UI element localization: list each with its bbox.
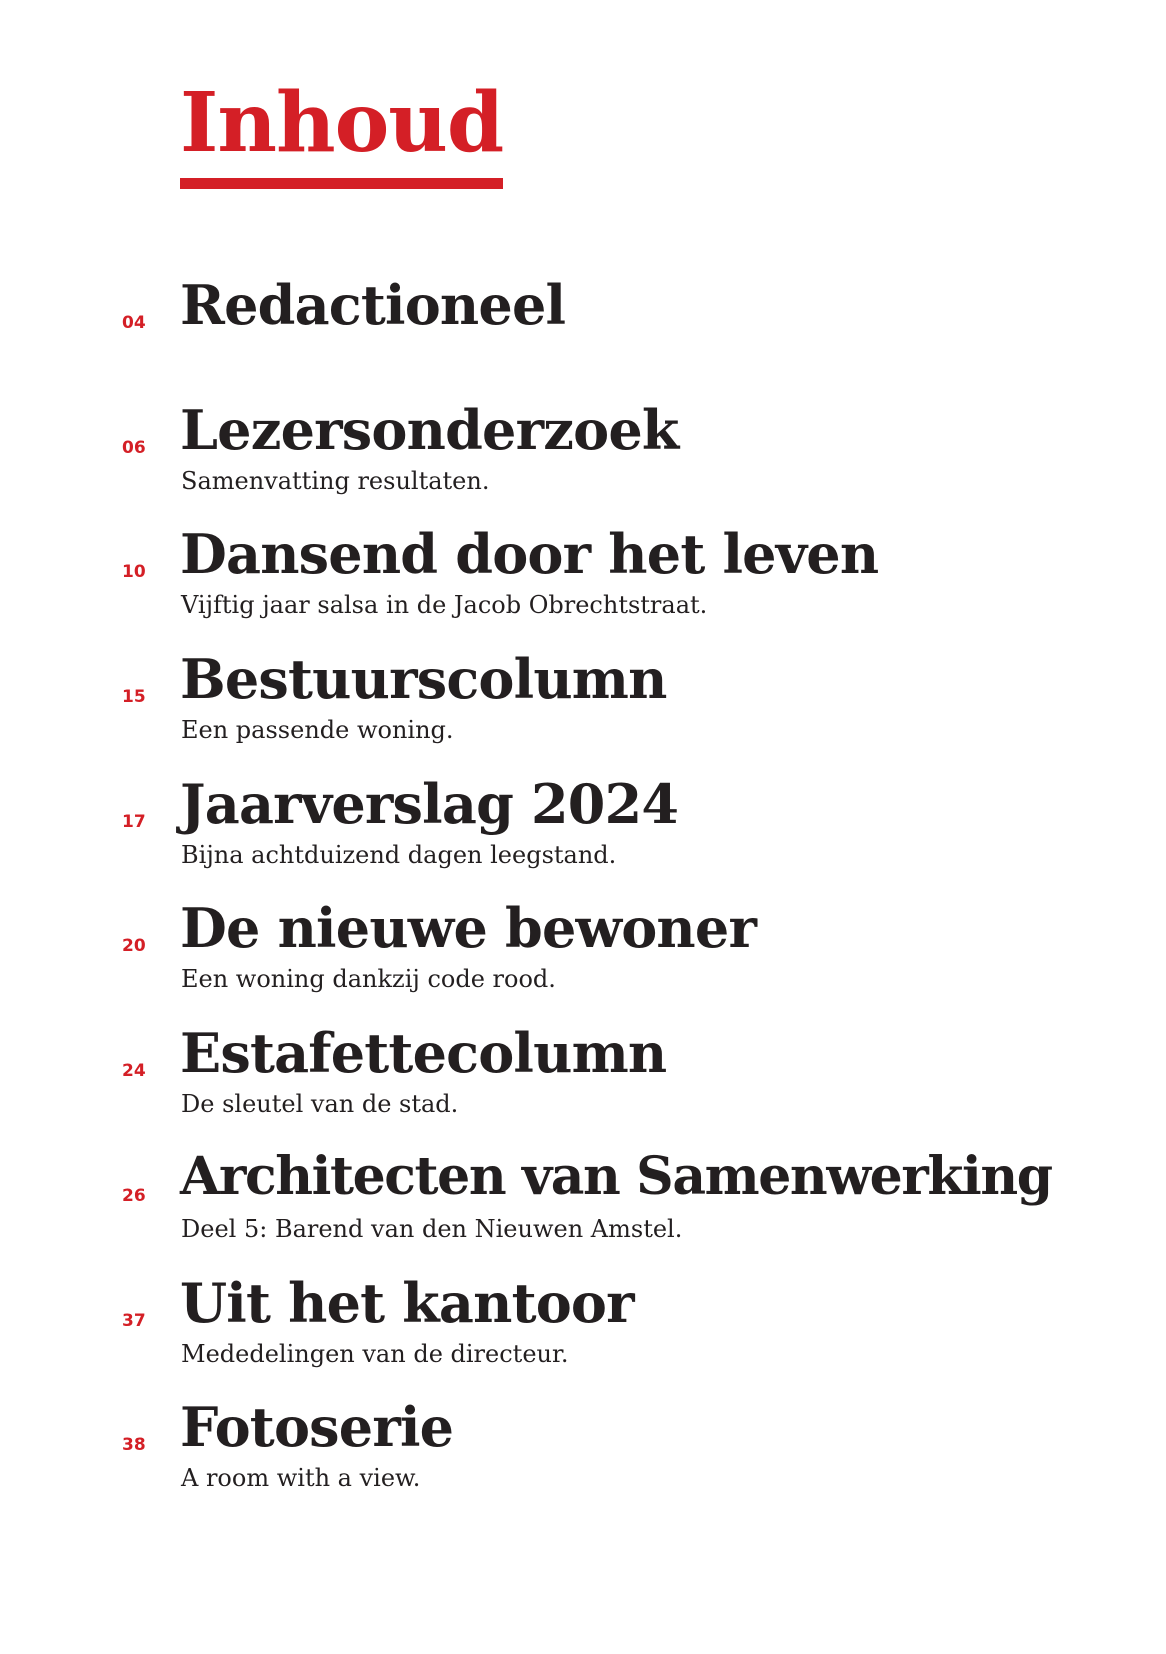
entry-title: Fotoserie [180,1395,454,1460]
toc-entry[interactable] [0,1145,1166,1276]
entry-page-number: 06 [122,437,146,458]
entry-title: Jaarverslag 2024 [180,771,679,836]
entry-title: Architecten van Samenwerking [180,1145,1052,1207]
entry-page-number: 15 [122,687,146,708]
entry-page-number: 38 [122,1435,146,1456]
toc-entry[interactable] [0,1021,1166,1151]
entry-page-number: 04 [122,313,146,333]
entry-subtitle: Vijftig jaar salsa in de Jacob Obrechtstraat. [181,591,708,620]
entry-title: Lezersonderzoek [180,397,679,462]
entry-subtitle: De sleutel van de stad. [181,1090,459,1119]
entry-title: Uit het kantoor [180,1270,634,1335]
toc-entry[interactable] [0,771,1166,902]
entry-title: Estafettecolumn [180,1021,667,1086]
toc-entry[interactable] [0,1395,1166,1525]
entry-page-number: 37 [122,1310,146,1331]
contents-heading: Inhoud [180,82,503,189]
entry-page-number: 17 [122,811,146,832]
toc-entry[interactable] [0,273,1166,403]
entry-subtitle: Samenvatting resultaten. [181,466,490,495]
entry-subtitle: Bijna achtduizend dagen leegstand. [181,840,617,869]
entry-subtitle: A room with a view. [181,1464,421,1493]
toc-entry[interactable] [0,522,1166,652]
entry-title: Bestuurscolumn [180,647,667,712]
toc-entry[interactable] [0,1270,1166,1401]
entry-title: Redactioneel [180,273,566,337]
toc-entry[interactable] [0,896,1166,1026]
contents-list [0,273,1166,1525]
entry-subtitle: Deel 5: Barend van den Nieuwen Amstel. [181,1214,683,1243]
entry-subtitle: Een passende woning. [181,716,454,745]
toc-entry[interactable] [0,397,1166,528]
entry-page-number: 20 [122,936,146,957]
entry-title: Dansend door het leven [180,522,879,587]
entry-page-number: 26 [122,1185,146,1206]
toc-entry[interactable] [0,647,1166,777]
entry-subtitle: Mededelingen van de directeur. [181,1339,569,1368]
entry-title: De nieuwe bewoner [180,896,757,961]
entry-page-number: 24 [122,1061,146,1082]
entry-page-number: 10 [122,562,146,583]
entry-subtitle: Een woning dankzij code rood. [181,965,556,994]
